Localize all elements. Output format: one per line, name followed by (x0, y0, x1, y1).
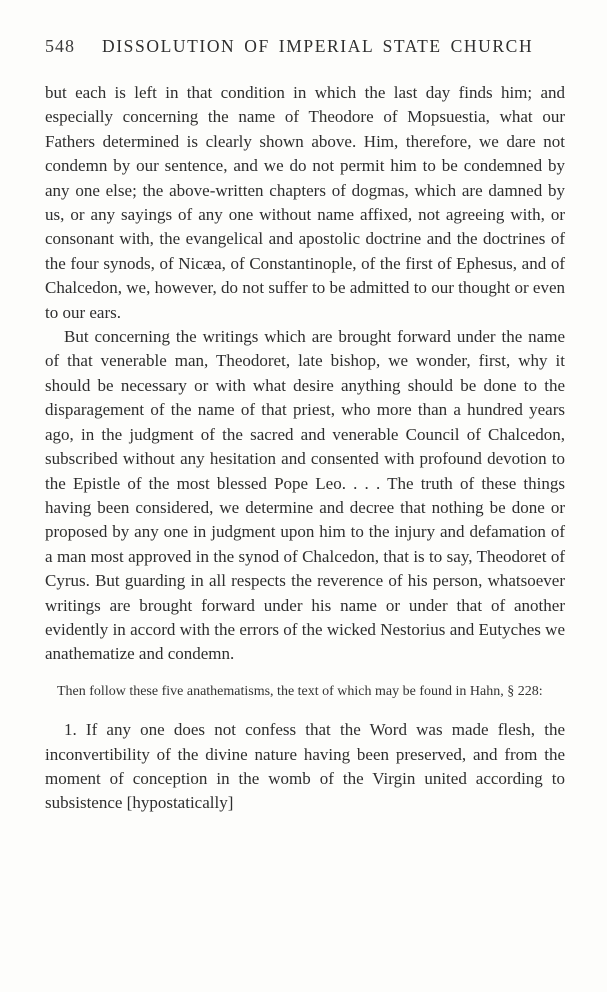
paragraph-anathematism-1: 1. If any one does not confess that the Word was made flesh, the inconvertibility of the divine nature having been preserved, and from the moment of conception in the womb of the Virgin united according to subsistence [hypostatically] (45, 720, 565, 813)
page-header (45, 36, 565, 57)
paragraph-continuation: but each is left in that condition in which the last day finds him; and especially concerning the name of Theodore of Mopsuestia, what our Fathers determined is clearly shown above. Him, therefore, we dare not condemn by our sentence, and we do not permit him to be condemned by any one else; the above-written chapters of dogmas, which are damned by us, or any sayings of any one without name affixed, not agreeing with, or consonant with, the evangelical and apostolic doctrine and the doctrines of the four synods, of Nicæa, of Constantinople, of the first of Ephesus, and of Chalcedon, we, however, do not suffer to be admitted to our thought or even to our ears. (45, 83, 565, 322)
page-number: 548 (45, 36, 75, 56)
running-title: DISSOLUTION OF IMPERIAL STATE CHURCH (102, 36, 534, 56)
paragraph-theodoret: But concerning the writings which are brought forward under the name of that venerable man, Theodoret, late bishop, we wonder, first, why it should be necessary or with what desire anything should be done to the disparagement of the name of that priest, who more than a hundred years ago, in the judgment of the sacred and venerable Council of Chalcedon, subscribed without any hesitation and consented with profound devotion to the Epistle of the most blessed Pope Leo. . . . The truth of these things having been considered, we determine and decree that nothing be done or proposed by any one in judgment upon him to the injury and defamation of a man most approved in the synod of Chalcedon, that is to say, Theodoret of Cyrus. But guarding in all respects the reverence of his person, whatsoever writings are brought forward under his name or under that of another evidently in accord with the errors of the wicked Nestorius and Eutyches we anathematize and condemn. (45, 327, 565, 664)
editorial-note: Then follow these five anathematisms, the text of which may be found in Hahn, § 228: (57, 683, 543, 699)
page-body (45, 81, 565, 816)
